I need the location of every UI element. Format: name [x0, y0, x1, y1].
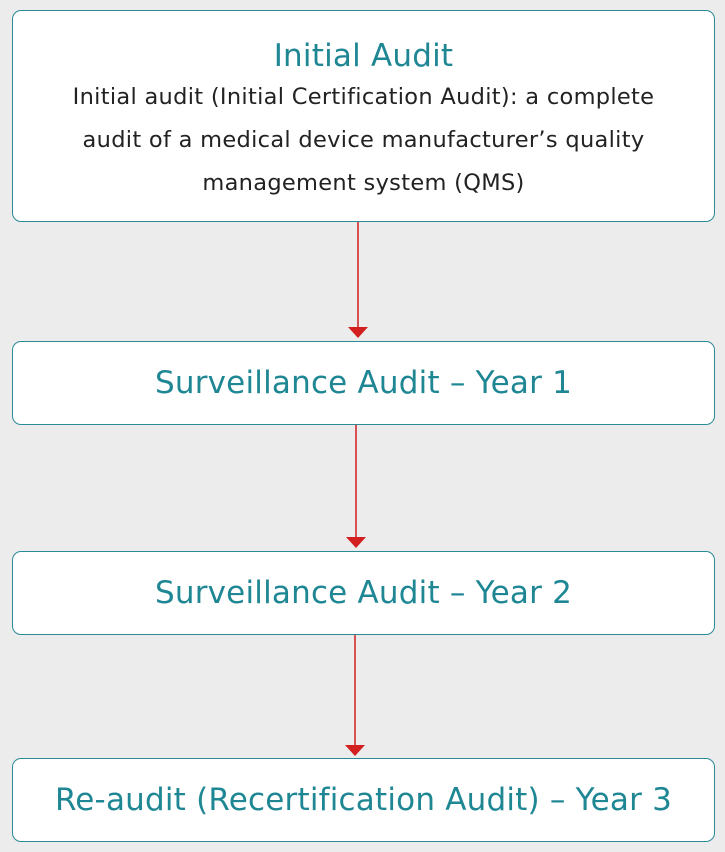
step-title: Surveillance Audit – Year 2: [154, 575, 573, 611]
arrow-year2-to-year3: [345, 635, 365, 756]
step-title: Re-audit (Recertification Audit) – Year 3: [54, 782, 673, 818]
step-title: Surveillance Audit – Year 1: [154, 365, 573, 401]
step-box-surveillance-year-1: [12, 341, 715, 425]
step-description: Initial audit (Initial Certification Audit): a complete audit of a medical device manufacturer’s quality management system (QMS): [72, 84, 655, 196]
step-title: Initial Audit: [273, 38, 454, 74]
step-box-surveillance-year-2: [12, 551, 715, 635]
step-box-initial-audit: [12, 10, 715, 222]
step-box-recertification-year-3: [12, 758, 715, 842]
arrow-year1-to-year2: [346, 425, 366, 548]
arrow-initial-to-year1: [348, 222, 368, 338]
